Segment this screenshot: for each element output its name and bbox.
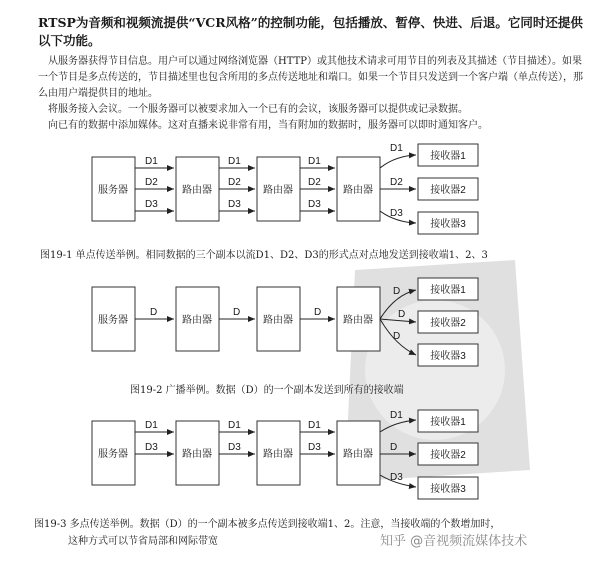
fig3-d1-b: D1: [228, 420, 241, 431]
fig1-receivers: [418, 144, 478, 234]
fig3-receiver-2: 接收器2: [430, 450, 466, 461]
fig2-receiver-2: 接收器2: [430, 318, 466, 329]
fig3-router-1-label: 路由器: [182, 449, 212, 460]
fig2-receivers: [418, 278, 478, 366]
fig1-d1-a: D1: [145, 156, 158, 167]
fig2-receiver-3: 接收器3: [430, 351, 466, 362]
fig2-d-f: D: [393, 331, 401, 342]
intro-heading: RTSP为音频和视频流提供“VCR风格”的控制功能，包括播放、暂停、快进、后退。它同时还提供以下功能。: [38, 15, 583, 48]
fig3-d1-c: D1: [308, 420, 321, 431]
fig3-d3-a: D3: [145, 442, 158, 453]
paragraph-join-conference: 将服务接入会议。一个服务器可以被要求加入一个已有的会议，该服务器可以提供或记录数据。: [48, 104, 468, 115]
fig3-server-box: [92, 421, 135, 485]
fig3-router-2: [257, 421, 300, 485]
fig3-receiver-3: 接收器3: [430, 484, 466, 495]
fig1-server-box: [92, 157, 135, 221]
fig1-router-1: [176, 157, 219, 221]
paragraph-add-media: 向已有的数据中添加媒体。这对直播来说非常有用，当有附加的数据时，服务器可以即时通知客户。: [48, 120, 488, 131]
fig3-router-2-label: 路由器: [263, 449, 293, 460]
fig1-d3-d: D3: [390, 208, 403, 219]
fig1-d1-d: D1: [390, 143, 403, 154]
fig3-d1-a: D1: [145, 420, 158, 431]
fig3-d1-d: D1: [390, 410, 403, 421]
fig3-router-3: [337, 421, 380, 485]
fig3-d-e: D: [390, 442, 398, 453]
fig1-d3-a: D3: [145, 199, 158, 210]
fig1-server-label: 服务器: [98, 185, 128, 196]
fig1-router-2-label: 路由器: [263, 185, 293, 196]
fig2-router-1-label: 路由器: [182, 315, 212, 326]
fig2-d-a: D: [150, 307, 158, 318]
fig2-server-box: [92, 287, 135, 351]
fig3-receiver-1: 接收器1: [430, 417, 466, 428]
fig2-receiver-1: 接收器1: [430, 285, 466, 296]
fig1-router-3-label: 路由器: [343, 185, 373, 196]
fig1-router-1-label: 路由器: [182, 185, 212, 196]
figure-19-1-caption: 图19-1 单点传送举例。相同数据的三个副本以流D1、D2、D3的形式点对点地发送到接收端1、2、3: [40, 250, 488, 261]
fig3-d3-c: D3: [308, 442, 321, 453]
figure-19-3-caption-line1: 图19-3 多点传送举例。数据（D）的一个副本被多点传送到接收端1、2。注意，当接收端的个数增加时，: [34, 519, 501, 530]
fig2-d-c: D: [314, 307, 322, 318]
fig3-receivers: [418, 410, 478, 499]
fig2-router-3-label: 路由器: [343, 315, 373, 326]
fig2-router-3: [337, 287, 380, 351]
fig3-d3-b: D3: [228, 442, 241, 453]
fig3-d3-d: D3: [390, 472, 403, 483]
figure-19-3-caption-line2: 这种方式可以节省局部和网际带宽: [68, 536, 218, 547]
fig2-router-2-label: 路由器: [263, 315, 293, 326]
fig2-server-label: 服务器: [98, 315, 128, 326]
fig2-router-1: [176, 287, 219, 351]
fig1-d2-b: D2: [228, 177, 241, 188]
fig2-router-2: [257, 287, 300, 351]
fig2-d-b: D: [233, 307, 241, 318]
fig1-d2-c: D2: [308, 177, 321, 188]
fig1-router-3: [337, 157, 380, 221]
fig1-d2-a: D2: [145, 177, 158, 188]
fig1-receiver-2: 接收器2: [430, 185, 466, 196]
fig2-d-d: D: [393, 286, 401, 297]
fig1-d1-b: D1: [228, 156, 241, 167]
fig1-d1-c: D1: [308, 156, 321, 167]
fig1-receiver-3: 接收器3: [430, 219, 466, 230]
paragraph-program-info: 从服务器获得节目信息。用户可以通过网络浏览器（HTTP）或其他技术请求可用节目的列表及其描述（节目描述）。如果一个节目是多点传送的，节目描述里也包含所用的多点传送地址和端口。如果一个节目只发送到一个客户端（单点传送），那么由用户端提供目的地址。: [38, 56, 583, 99]
fig2-d-e: D: [398, 309, 406, 320]
fig1-router-2: [257, 157, 300, 221]
fig1-d3-b: D3: [228, 199, 241, 210]
fig1-receiver-1: 接收器1: [430, 151, 466, 162]
fig1-d3-c: D3: [308, 199, 321, 210]
zhihu-watermark: 知乎 @音视频流媒体技术: [380, 534, 528, 549]
fig3-router-1: [176, 421, 219, 485]
fig1-d2-d: D2: [390, 177, 403, 188]
fig3-server-label: 服务器: [98, 449, 128, 460]
figure-19-2-caption: 图19-2 广播举例。数据（D）的一个副本发送到所有的接收端: [130, 385, 404, 396]
fig3-router-3-label: 路由器: [343, 449, 373, 460]
